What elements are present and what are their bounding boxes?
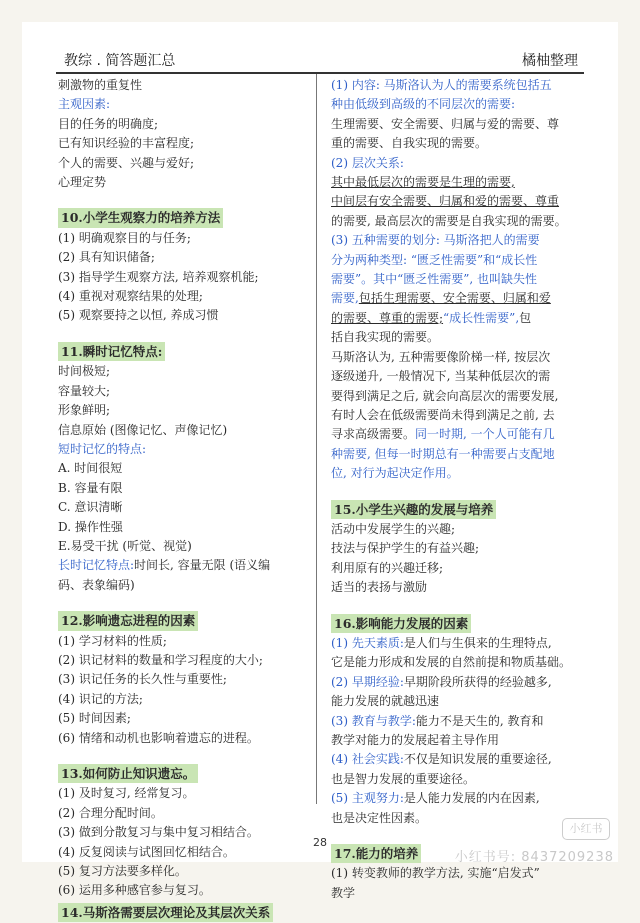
text-line: 需要”。其中“匮乏性需要”, 也叫缺失性 <box>331 272 538 287</box>
list-item: 教学 <box>331 885 356 900</box>
text-line: 种需要, 但每一时期总有一种需要占支配地 <box>331 446 555 461</box>
text-fragment: 包 <box>519 310 532 325</box>
list-item: 技法与保护学生的有益兴趣; <box>331 541 480 556</box>
text-line: 种由低级到高级的不同层次的需要: <box>331 97 516 112</box>
list-item: C. 意识清晰 <box>58 500 123 515</box>
list-item: 目的任务的明确度; <box>58 116 159 131</box>
text-fragment: 包括生理需要、安全需要、归属和爱 <box>358 291 551 306</box>
list-item: 心理定势 <box>58 175 107 190</box>
factor-label: (4) 社会实践: <box>331 752 404 767</box>
list-item: (4) 反复阅读与试图回忆相结合。 <box>58 844 235 859</box>
subheading-hierarchy: (2) 层次关系: <box>331 155 404 170</box>
list-item: 个人的需要、兴趣与爱好; <box>58 155 195 170</box>
list-item: (6) 运用多种感官参与复习。 <box>58 883 211 898</box>
section-heading-17: 17.能力的培养 <box>331 844 421 863</box>
subheading-subjective-factors: 主观因素: <box>58 97 111 112</box>
text-line: 马斯洛认为, 五种需要像阶梯一样, 按层次 <box>331 349 551 364</box>
text-fragment: 的需要、尊重的需要; <box>331 310 444 325</box>
list-item: (1) 转变教师的教学方法, 实施“启发式” <box>331 866 540 881</box>
text-fragment: 不仅是知识发展的重要途径, <box>403 752 552 767</box>
text-line: 码、表象编码) <box>58 577 135 592</box>
list-item: B. 容量有限 <box>58 480 123 495</box>
text-line: 刺激物的重复性 <box>58 78 143 92</box>
text-line: 能力发展的就越迅速 <box>331 694 440 709</box>
text-fragment: 能力不是天生的, 教育和 <box>415 713 544 728</box>
text-line: 位, 对行为起决定作用。 <box>331 466 459 481</box>
section-heading-11: 11.瞬时记忆特点: <box>58 342 165 361</box>
list-item: (3) 识记任务的长久性与重要性; <box>58 672 227 687</box>
section-heading-10: 10.小学生观察力的培养方法 <box>58 208 223 227</box>
text-line: (3) 五种需要的划分: 马斯洛把人的需要 <box>331 233 540 248</box>
list-item: (3) 做到分散复习与集中复习相结合。 <box>58 825 259 840</box>
section-heading-13: 13.如何防止知识遗忘。 <box>58 764 198 783</box>
text-fragment: “成长性需要”, <box>443 310 520 325</box>
factor-label: (2) 早期经验: <box>331 674 404 689</box>
list-item: (5) 时间因素; <box>58 711 131 726</box>
list-item: A. 时间很短 <box>58 461 123 476</box>
list-item: 形象鲜明; <box>58 403 111 418</box>
list-item: 适当的表扬与激励 <box>331 580 428 595</box>
text-line: 中间层有安全需要、归属和爱的需要、尊重 <box>331 194 560 209</box>
text-line: 它是能力形成和发展的自然前提和物质基础。 <box>331 655 572 670</box>
header-title: 教综 . 简答题汇总 <box>64 53 176 69</box>
list-item: (5) 复习方法要多样化。 <box>58 864 187 879</box>
list-item: (1) 学习材料的性质; <box>58 633 167 648</box>
list-item: (5) 观察要持之以恒, 养成习惯 <box>58 308 219 323</box>
text-line: 的需要, 最高层次的需要是自我实现的需要。 <box>331 213 567 228</box>
text-line: 其中最低层次的需要是生理的需要, <box>331 175 515 190</box>
factor-label: (5) 主观努力: <box>331 791 404 806</box>
left-column <box>58 76 310 923</box>
text-line: 也是智力发展的重要途径。 <box>331 771 476 786</box>
list-item: (1) 明确观察目的与任务; <box>58 230 191 245</box>
text-line: (1) 内容: 马斯洛认为人的需要系统包括五 <box>331 78 552 92</box>
list-item: 已有知识经验的丰富程度; <box>58 136 195 151</box>
text-line: 分为两种类型: “匮乏性需要”和“成长性 <box>331 252 538 267</box>
list-item: 活动中发展学生的兴趣; <box>331 521 456 536</box>
header-author: 橘柚整理 <box>522 53 578 69</box>
text-fragment: 需要, <box>331 291 359 306</box>
list-item: D. 操作性强 <box>58 519 123 534</box>
column-divider <box>316 74 317 804</box>
header-rule <box>56 72 584 74</box>
list-item: (6) 情绪和动机也影响着遗忘的进程。 <box>58 730 259 745</box>
list-item: 信息原始 (图像记忆、声像记忆) <box>58 422 228 437</box>
text-fragment: 早期阶段所获得的经验越多, <box>403 674 552 689</box>
list-item: 容量较大; <box>58 383 111 398</box>
factor-label: (3) 教育与教学: <box>331 713 416 728</box>
watermark-text: 小红书号: 8437209238 <box>454 850 614 865</box>
subheading-short-term-memory: 短时记忆的特点: <box>58 441 147 456</box>
right-column <box>331 76 583 903</box>
factor-label: (1) 先天素质: <box>331 635 404 650</box>
list-item: (4) 识记的方法; <box>58 691 143 706</box>
list-item: (2) 合理分配时间。 <box>58 805 163 820</box>
section-heading-15: 15.小学生兴趣的发展与培养 <box>331 500 496 519</box>
text-line: 生理需要、安全需要、归属与爱的需要、尊 <box>331 116 560 131</box>
text-line: 重的需要、自我实现的需要。 <box>331 136 488 151</box>
page-header <box>40 46 600 72</box>
text-fragment: 是人们与生俱来的生理特点, <box>403 635 552 650</box>
section-heading-12: 12.影响遗忘进程的因素 <box>58 611 198 630</box>
text-fragment: 同一时期, 一个人可能有几 <box>415 427 555 442</box>
list-item: 时间极短; <box>58 364 111 379</box>
section-heading-16: 16.影响能力发展的因素 <box>331 614 471 633</box>
text-fragment: 是人能力发展的内在因素, <box>403 791 540 806</box>
section-heading-14: 14.马斯洛需要层次理论及其层次关系 <box>58 903 273 922</box>
list-item: (4) 重视对观察结果的处理; <box>58 289 203 304</box>
list-item: 利用原有的兴趣迁移; <box>331 560 444 575</box>
text-line: 也是决定性因素。 <box>331 810 428 825</box>
list-item: (1) 及时复习, 经常复习。 <box>58 786 195 801</box>
watermark-logo: 小红书 <box>562 818 610 840</box>
page-number: 28 <box>313 836 327 849</box>
text-fragment: 时间长, 容量无限 (语义编 <box>134 558 271 573</box>
list-item: (2) 识记材料的数量和学习程度的大小; <box>58 652 263 667</box>
text-line: 有时人会在低级需要尚未得到满足之前, 去 <box>331 407 555 422</box>
text-line: 要得到满足之后, 就会向高层次的需要发展, <box>331 388 559 403</box>
list-item: (2) 具有知识储备; <box>58 250 155 265</box>
list-item: E.易受干扰 (听觉、视觉) <box>58 538 192 553</box>
text-line: 教学对能力的发展起着主导作用 <box>331 733 500 747</box>
text-fragment: 寻求高级需要。 <box>331 427 416 442</box>
text-line: 括自我实现的需要。 <box>331 330 440 345</box>
text-line: 逐级递升, 一般情况下, 当某种低层次的需 <box>331 369 551 384</box>
list-item: (3) 指导学生观察方法, 培养观察机能; <box>58 269 259 284</box>
subheading-long-term-memory: 长时记忆特点: <box>58 558 135 573</box>
